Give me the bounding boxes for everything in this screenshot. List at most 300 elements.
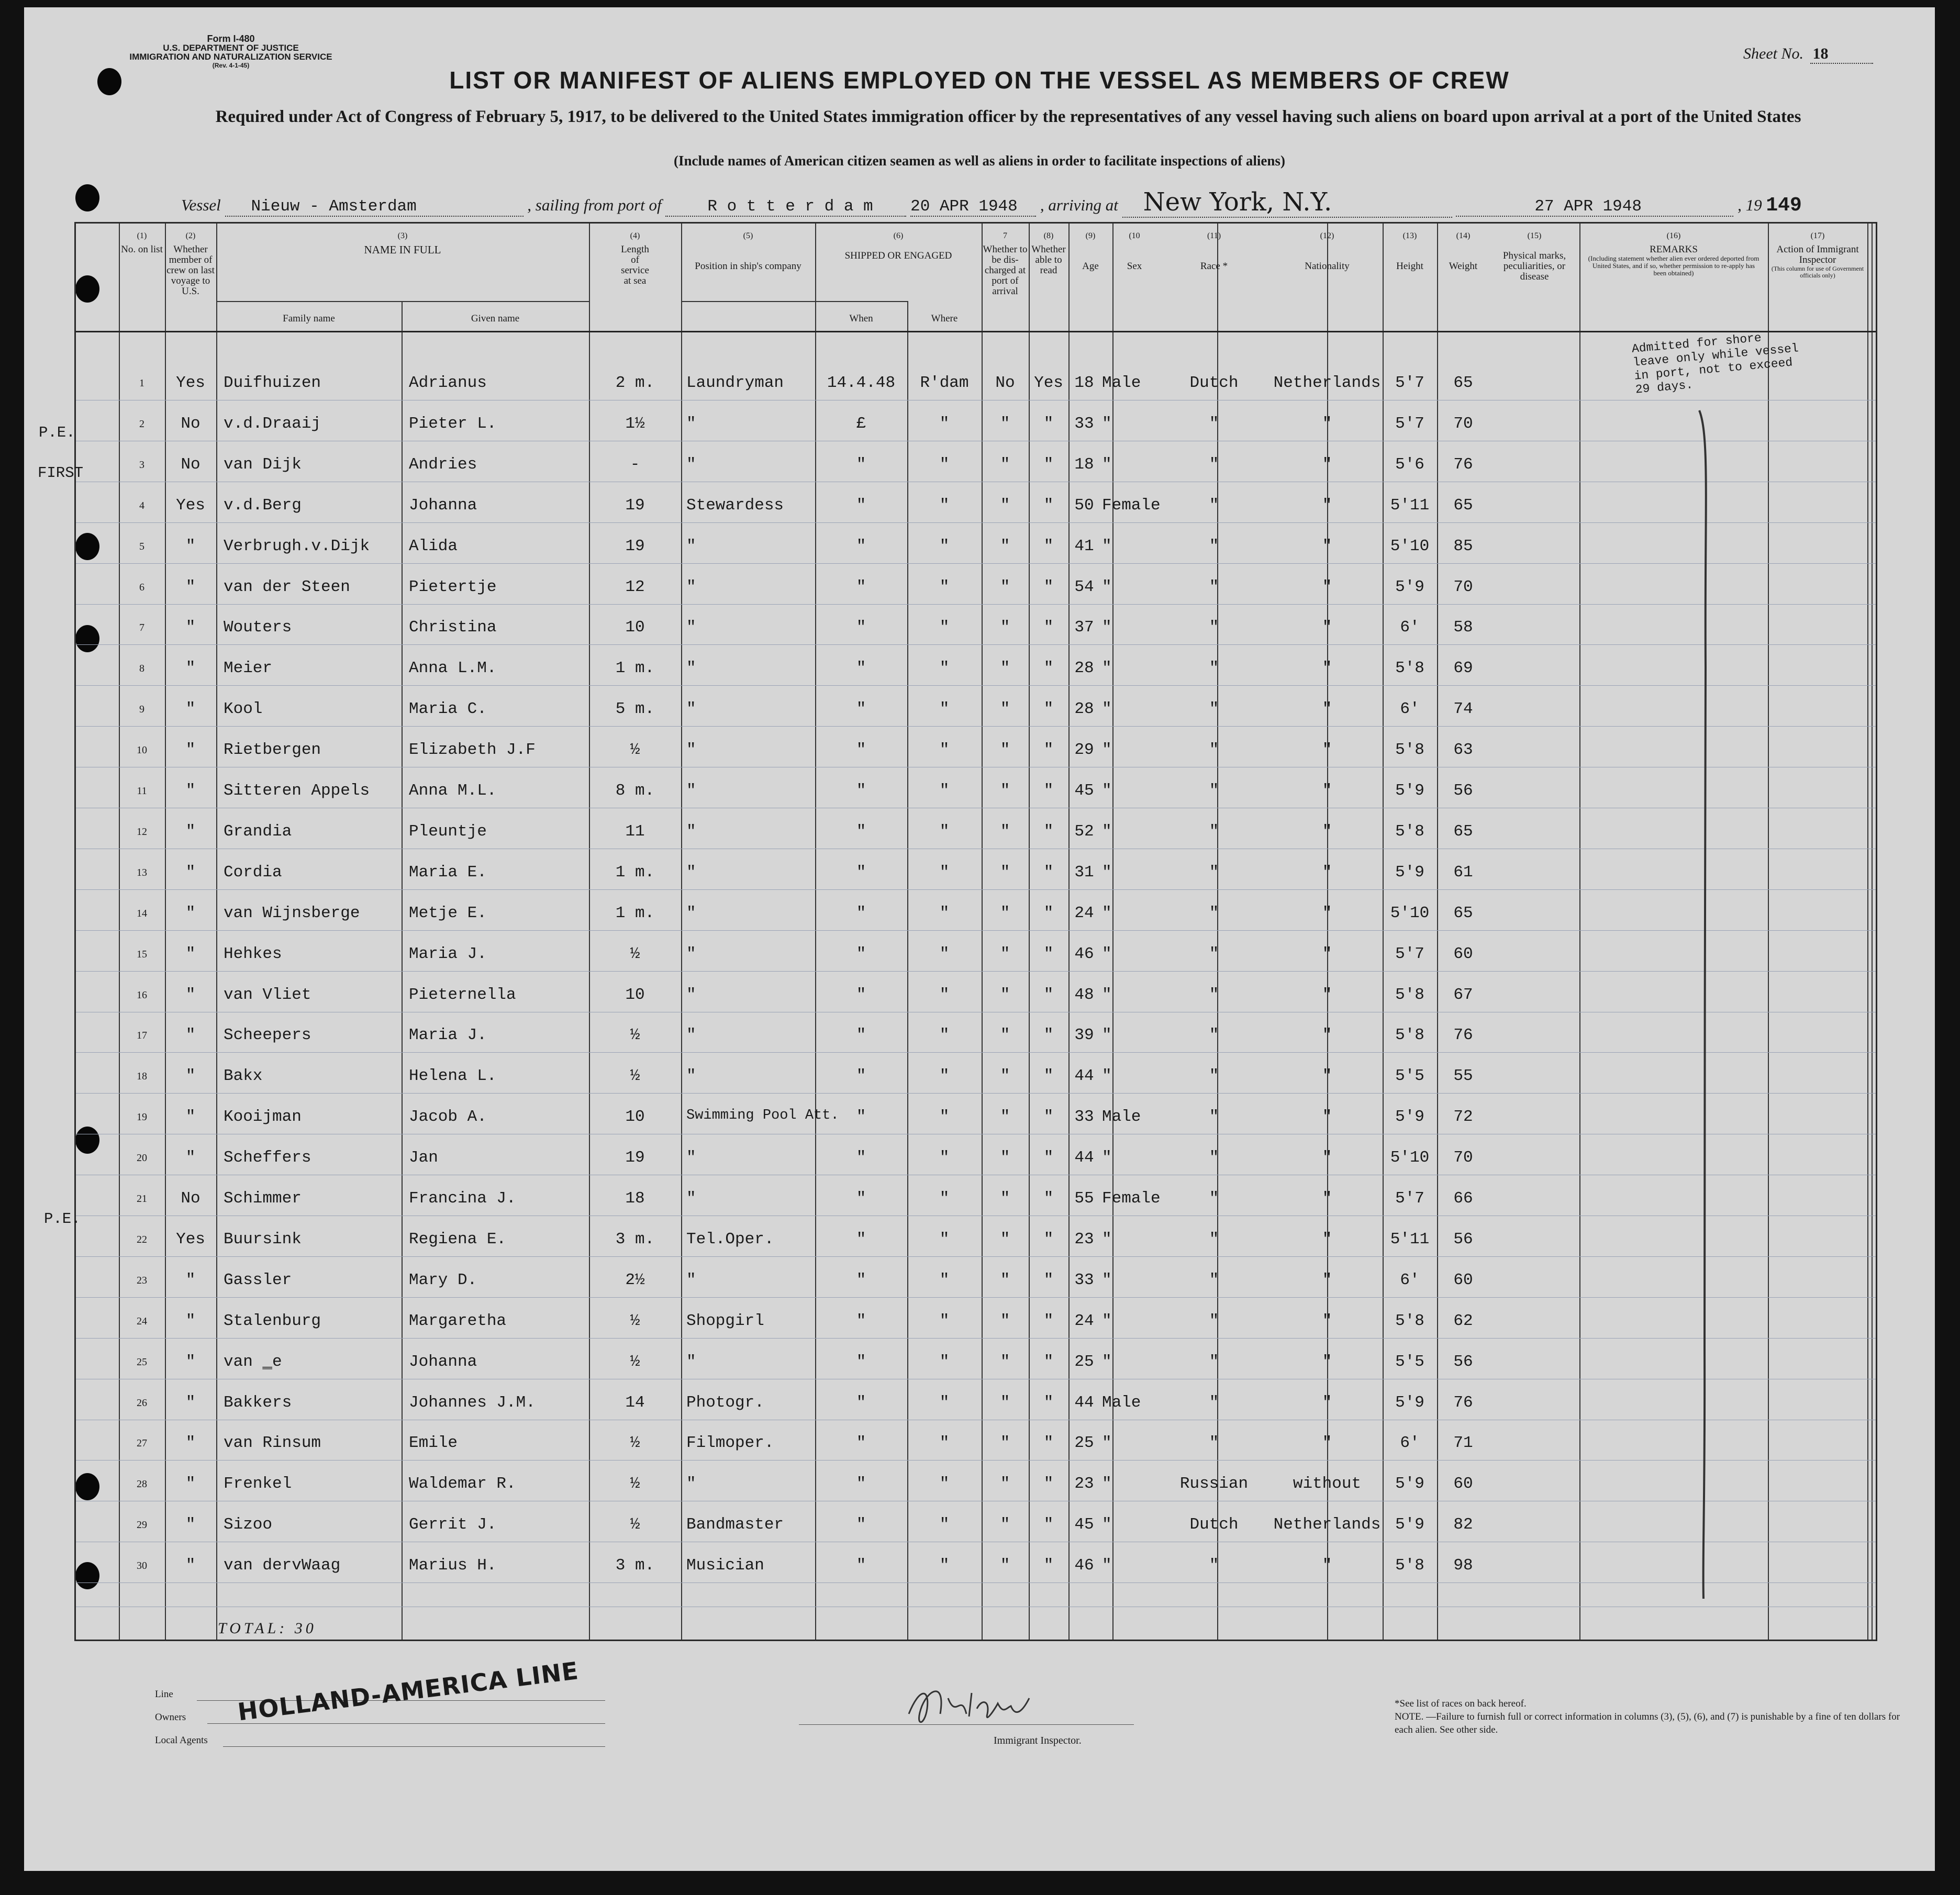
cell-no: 6 <box>139 581 144 593</box>
cell-given: Maria E. <box>409 863 487 882</box>
cell-age: 18 <box>1074 455 1094 474</box>
cell-given: Anna L.M. <box>409 659 497 678</box>
cell-sex: " <box>1102 944 1112 963</box>
cell-last: No <box>181 1189 201 1208</box>
cell-no: 17 <box>137 1030 147 1042</box>
cell-age: 46 <box>1074 1556 1094 1575</box>
cell-service: ½ <box>630 1434 640 1453</box>
cell-given: Adrianus <box>409 374 487 392</box>
cell-no: 4 <box>139 499 144 511</box>
cell-discharged: " <box>1000 577 1010 596</box>
cell-no: 30 <box>137 1560 147 1572</box>
cell-age: 44 <box>1074 1067 1094 1086</box>
cell-weight: 65 <box>1453 904 1473 922</box>
cell-family: Wouters <box>224 618 292 637</box>
cell-race: Russian <box>1179 1475 1249 1493</box>
manifest-sheet <box>24 7 1935 1871</box>
cell-given: Mary D. <box>409 1270 477 1289</box>
cell-height: 5'8 <box>1395 822 1424 841</box>
cell-race: " <box>1209 1434 1219 1453</box>
cell-read: " <box>1043 1108 1054 1127</box>
cell-nationality: Netherlands <box>1273 1515 1381 1534</box>
cell-where: " <box>939 904 950 922</box>
cell-service: ½ <box>630 1026 640 1045</box>
cell-age: 48 <box>1074 985 1094 1004</box>
cell-read: " <box>1043 985 1054 1004</box>
cell-service: 11 <box>625 822 645 841</box>
cell-when: " <box>856 1026 866 1045</box>
cell-weight: 98 <box>1453 1556 1473 1575</box>
cell-given: Johannes J.M. <box>409 1393 536 1412</box>
cell-service: ½ <box>630 1067 640 1086</box>
cell-age: 37 <box>1074 618 1094 637</box>
cell-sex: " <box>1102 1311 1112 1330</box>
cell-race: " <box>1209 904 1219 922</box>
cell-service: 3 m. <box>615 1556 655 1575</box>
cell-no: 12 <box>137 826 147 838</box>
cell-race: " <box>1209 1393 1219 1412</box>
cell-family: van ‗e <box>224 1352 282 1371</box>
cell-position: Filmoper. <box>686 1434 774 1453</box>
cell-height: 6' <box>1400 618 1420 637</box>
sheet-number-label: Sheet No. <box>1743 45 1803 62</box>
cell-age: 23 <box>1074 1475 1094 1493</box>
cell-family: Meier <box>224 659 273 678</box>
cell-when: " <box>856 904 866 922</box>
cell-weight: 66 <box>1453 1189 1473 1208</box>
cell-discharged: " <box>1000 455 1010 474</box>
form-number: Form I-480 <box>207 34 255 44</box>
cell-no: 13 <box>137 866 147 878</box>
page-title: LIST OR MANIFEST OF ALIENS EMPLOYED ON THE VESSEL AS MEMBERS OF CREW <box>449 66 1510 94</box>
cell-family: Kool <box>224 700 263 719</box>
cell-height: 5'11 <box>1390 1230 1430 1249</box>
cell-family: Frenkel <box>224 1475 292 1493</box>
cell-age: 45 <box>1074 782 1094 800</box>
cell-where: " <box>939 944 950 963</box>
col-header-service: (4) Length of service at sea <box>621 231 649 286</box>
cell-where: " <box>939 1067 950 1086</box>
cell-nationality: " <box>1322 577 1332 596</box>
cell-read: " <box>1043 1270 1054 1289</box>
cell-height: 6' <box>1400 1270 1420 1289</box>
cell-age: 44 <box>1074 1393 1094 1412</box>
cell-given: Maria J. <box>409 944 487 963</box>
cell-no: 15 <box>137 948 147 960</box>
cell-service: 18 <box>625 1189 645 1208</box>
cell-no: 14 <box>137 907 147 919</box>
cell-height: 5'6 <box>1395 455 1424 474</box>
cell-family: van Wijnsberge <box>224 904 360 922</box>
cell-discharged: " <box>1000 700 1010 719</box>
cell-age: 25 <box>1074 1352 1094 1371</box>
cell-service: 2½ <box>625 1270 645 1289</box>
cell-no: 5 <box>139 540 144 552</box>
cell-discharged: " <box>1000 782 1010 800</box>
cell-given: Pieternella <box>409 985 516 1004</box>
cell-race: " <box>1209 1149 1219 1167</box>
cell-discharged: " <box>1000 618 1010 637</box>
cell-where: " <box>939 741 950 760</box>
cell-no: 20 <box>137 1152 147 1164</box>
cell-given: Maria C. <box>409 700 487 719</box>
cell-when: " <box>856 741 866 760</box>
cell-weight: 60 <box>1453 1475 1473 1493</box>
cell-nationality: " <box>1322 455 1332 474</box>
cell-when: " <box>856 577 866 596</box>
cell-no: 23 <box>137 1274 147 1286</box>
cell-nationality: " <box>1322 985 1332 1004</box>
cell-where: " <box>939 985 950 1004</box>
cell-service: 19 <box>625 496 645 515</box>
cell-where: " <box>939 1149 950 1167</box>
col-header-race: (11) Race * <box>1200 231 1228 272</box>
col-header-given-name: Given name <box>471 313 520 324</box>
cell-discharged: " <box>1000 985 1010 1004</box>
footer-owners-label: Owners <box>155 1712 186 1723</box>
cell-race: " <box>1209 1067 1219 1086</box>
inspector-label: Immigrant Inspector. <box>994 1735 1082 1746</box>
cell-weight: 70 <box>1453 1149 1473 1167</box>
cell-given: Pieter L. <box>409 414 497 433</box>
footnote-races: *See list of races on back hereof. <box>1395 1698 1527 1709</box>
cell-where: " <box>939 659 950 678</box>
cell-when: " <box>856 1270 866 1289</box>
cell-race: " <box>1209 1311 1219 1330</box>
cell-sex: " <box>1102 1515 1112 1534</box>
total-count: TOTAL: 30 <box>218 1620 317 1637</box>
cell-last: " <box>185 1393 196 1412</box>
cell-where: " <box>939 1434 950 1453</box>
cell-where: " <box>939 700 950 719</box>
cell-nationality: " <box>1322 863 1332 882</box>
cell-race: " <box>1209 1189 1219 1208</box>
cell-sex: Female <box>1102 1189 1161 1208</box>
inspector-signature <box>898 1677 1055 1735</box>
cell-discharged: " <box>1000 496 1010 515</box>
cell-no: 9 <box>139 704 144 716</box>
cell-family: Buursink <box>224 1230 302 1249</box>
cell-height: 5'8 <box>1395 1311 1424 1330</box>
col-header-action: (17) Action of Immigrant Inspector (This column for use of Government officials only) <box>1771 231 1864 279</box>
cell-race: " <box>1209 822 1219 841</box>
col-header-remarks: (16) REMARKS (Including statement whether alien ever ordered deported from United States, and if so, whether permission to re-apply has been obtained) <box>1588 231 1759 277</box>
service-name: IMMIGRATION AND NATURALIZATION SERVICE <box>129 52 332 62</box>
cell-service: ½ <box>630 1475 640 1493</box>
cell-where: " <box>939 1311 950 1330</box>
cell-when: " <box>856 659 866 678</box>
cell-read: " <box>1043 618 1054 637</box>
cell-discharged: " <box>1000 1026 1010 1045</box>
cell-discharged: " <box>1000 1189 1010 1208</box>
cell-when: " <box>856 782 866 800</box>
cell-race: " <box>1209 455 1219 474</box>
col-header-physical-marks: (15) Physical marks, peculiarities, or disease <box>1502 231 1566 282</box>
cell-age: 31 <box>1074 863 1094 882</box>
cell-read: " <box>1043 700 1054 719</box>
cell-race: " <box>1209 741 1219 760</box>
col-header-when: When <box>849 313 873 324</box>
cell-sex: " <box>1102 904 1112 922</box>
cell-nationality: " <box>1322 659 1332 678</box>
cell-race: " <box>1209 1270 1219 1289</box>
cell-weight: 82 <box>1453 1515 1473 1534</box>
cell-last: " <box>185 700 196 719</box>
agent-stamp: HOLLAND-AMERICA LINE <box>236 1656 581 1726</box>
cell-age: 29 <box>1074 741 1094 760</box>
col-header-discharged: 7 Whether to be dis-charged at port of arrival <box>983 231 1028 297</box>
cell-where: " <box>939 1352 950 1371</box>
cell-position: Laundryman <box>686 374 784 392</box>
cell-where: " <box>939 1108 950 1127</box>
cell-age: 25 <box>1074 1434 1094 1453</box>
cell-sex: " <box>1102 1475 1112 1493</box>
cell-position: " <box>686 1149 696 1167</box>
cell-sex: " <box>1102 618 1112 637</box>
cell-read: " <box>1043 1311 1054 1330</box>
cell-read: " <box>1043 496 1054 515</box>
cell-weight: 85 <box>1453 537 1473 555</box>
cell-read: " <box>1043 1189 1054 1208</box>
cell-family: Bakx <box>224 1067 263 1086</box>
cell-when: " <box>856 1108 866 1127</box>
cell-sex: Male <box>1102 374 1141 392</box>
cell-sex: Male <box>1102 1393 1141 1412</box>
cell-height: 5'5 <box>1395 1352 1424 1371</box>
cell-read: " <box>1043 822 1054 841</box>
col-header-sex: (10 Sex <box>1127 231 1142 272</box>
cell-age: 24 <box>1074 904 1094 922</box>
cell-when: " <box>856 822 866 841</box>
cell-race: Dutch <box>1189 1515 1239 1534</box>
cell-position: " <box>686 700 696 719</box>
cell-given: Jan <box>409 1149 438 1167</box>
cell-no: 2 <box>139 418 144 430</box>
cell-discharged: " <box>1000 1515 1010 1534</box>
cell-age: 28 <box>1074 659 1094 678</box>
cell-height: 5'7 <box>1395 1189 1424 1208</box>
cell-sex: " <box>1102 741 1112 760</box>
cell-weight: 65 <box>1453 496 1473 515</box>
vessel-label: Vessel <box>181 196 221 214</box>
cell-read: " <box>1043 1475 1054 1493</box>
cell-last: " <box>185 577 196 596</box>
cell-nationality: " <box>1322 414 1332 433</box>
cell-age: 33 <box>1074 1270 1094 1289</box>
col-header-shipped: (6) SHIPPED OR ENGAGED <box>844 231 952 261</box>
arrival-port: New York, N.Y. <box>1122 187 1452 218</box>
cell-no: 7 <box>139 622 144 634</box>
departure-port: R o t t e r d a m <box>665 197 906 217</box>
cell-read: " <box>1043 1515 1054 1534</box>
cell-age: 54 <box>1074 577 1094 596</box>
cell-service: ½ <box>630 1515 640 1534</box>
cell-service: 10 <box>625 618 645 637</box>
margin-note-first: FIRST <box>38 464 84 482</box>
cell-last: " <box>185 537 196 555</box>
cell-discharged: " <box>1000 904 1010 922</box>
cell-service: 1 m. <box>615 659 655 678</box>
cell-nationality: without <box>1293 1475 1362 1493</box>
cell-last: " <box>185 1270 196 1289</box>
cell-where: " <box>939 414 950 433</box>
cell-sex: " <box>1102 863 1112 882</box>
cell-sex: " <box>1102 659 1112 678</box>
cell-where: " <box>939 1475 950 1493</box>
cell-given: Regiena E. <box>409 1230 507 1249</box>
cell-height: 5'9 <box>1395 863 1424 882</box>
cell-read: " <box>1043 1067 1054 1086</box>
cell-given: Gerrit J. <box>409 1515 497 1534</box>
col-header-nationality: (12) Nationality <box>1305 231 1350 272</box>
cell-discharged: No <box>995 374 1015 392</box>
cell-service: - <box>630 455 640 474</box>
cell-sex: " <box>1102 1434 1112 1453</box>
cell-family: Stalenburg <box>224 1311 321 1330</box>
cell-last: " <box>185 1515 196 1534</box>
cell-family: van der Steen <box>224 577 350 596</box>
cell-where: " <box>939 1515 950 1534</box>
cell-discharged: " <box>1000 944 1010 963</box>
cell-sex: " <box>1102 1067 1112 1086</box>
cell-discharged: " <box>1000 1393 1010 1412</box>
cell-sex: " <box>1102 700 1112 719</box>
cell-when: " <box>856 985 866 1004</box>
cell-where: " <box>939 1189 950 1208</box>
cell-position: " <box>686 822 696 841</box>
cell-height: 5'9 <box>1395 1475 1424 1493</box>
cell-weight: 71 <box>1453 1434 1473 1453</box>
cell-age: 44 <box>1074 1149 1094 1167</box>
cell-last: " <box>185 1352 196 1371</box>
cell-when: " <box>856 618 866 637</box>
cell-age: 33 <box>1074 1108 1094 1127</box>
cell-where: " <box>939 1026 950 1045</box>
cell-sex: Male <box>1102 1108 1141 1127</box>
cell-when: " <box>856 1515 866 1534</box>
footnote-note: NOTE. —Failure to furnish full or correct information in columns (3), (5), (6), and (7) is punishable by a fine of ten dollars for each alien. See other side. <box>1395 1711 1900 1735</box>
cell-family: Kooijman <box>224 1108 302 1127</box>
cell-when: " <box>856 1149 866 1167</box>
cell-weight: 70 <box>1453 577 1473 596</box>
cell-position: Bandmaster <box>686 1515 784 1534</box>
cell-nationality: " <box>1322 1026 1332 1045</box>
cell-race: " <box>1209 782 1219 800</box>
cell-sex: " <box>1102 822 1112 841</box>
cell-age: 33 <box>1074 414 1094 433</box>
cell-last: " <box>185 863 196 882</box>
cell-weight: 70 <box>1453 414 1473 433</box>
departure-date: 20 APR 1948 <box>910 197 1036 217</box>
cell-family: Scheepers <box>224 1026 311 1045</box>
cell-position: Tel.Oper. <box>686 1230 774 1249</box>
cell-position: " <box>686 863 696 882</box>
cell-position: " <box>686 1026 696 1045</box>
cell-nationality: " <box>1322 1230 1332 1249</box>
cell-nationality: " <box>1322 1108 1332 1127</box>
cell-race: " <box>1209 1556 1219 1575</box>
cell-nationality: " <box>1322 537 1332 555</box>
cell-nationality: " <box>1322 1556 1332 1575</box>
cell-family: van Dijk <box>224 455 302 474</box>
cell-family: van Rinsum <box>224 1434 321 1453</box>
footnote <box>1395 1697 1908 1736</box>
cell-where: " <box>939 455 950 474</box>
cell-weight: 74 <box>1453 700 1473 719</box>
cell-weight: 72 <box>1453 1108 1473 1127</box>
cell-position: Stewardess <box>686 496 784 515</box>
cell-sex: " <box>1102 1149 1112 1167</box>
col-header-where: Where <box>931 313 958 324</box>
cell-nationality: " <box>1322 1352 1332 1371</box>
cell-position: " <box>686 782 696 800</box>
cell-where: " <box>939 618 950 637</box>
cell-position: " <box>686 1189 696 1208</box>
cell-when: " <box>856 537 866 555</box>
cell-family: van dervWaag <box>224 1556 341 1575</box>
cell-last: No <box>181 455 201 474</box>
cell-where: " <box>939 1393 950 1412</box>
cell-sex: " <box>1102 455 1112 474</box>
punch-hole <box>75 184 99 211</box>
cell-position: " <box>686 944 696 963</box>
cell-where: " <box>939 1270 950 1289</box>
cell-when: " <box>856 1230 866 1249</box>
cell-read: " <box>1043 1434 1054 1453</box>
cell-no: 25 <box>137 1356 147 1368</box>
cell-when: " <box>856 1067 866 1086</box>
cell-given: Margaretha <box>409 1311 507 1330</box>
cell-where: " <box>939 1556 950 1575</box>
cell-given: Anna M.L. <box>409 782 497 800</box>
cell-height: 6' <box>1400 1434 1420 1453</box>
cell-given: Pleuntje <box>409 822 487 841</box>
cell-discharged: " <box>1000 1556 1010 1575</box>
col-header-family-name: Family name <box>283 313 335 324</box>
cell-height: 5'9 <box>1395 782 1424 800</box>
cell-weight: 63 <box>1453 741 1473 760</box>
cell-family: Hehkes <box>224 944 282 963</box>
cell-nationality: " <box>1322 496 1332 515</box>
cell-nationality: " <box>1322 822 1332 841</box>
cell-race: " <box>1209 1352 1219 1371</box>
cell-discharged: " <box>1000 659 1010 678</box>
cell-sex: " <box>1102 1352 1112 1371</box>
cell-nationality: " <box>1322 618 1332 637</box>
cell-position: " <box>686 741 696 760</box>
cell-nationality: " <box>1322 1311 1332 1330</box>
crew-table <box>74 222 1877 1641</box>
cell-family: van Vliet <box>224 985 311 1004</box>
cell-discharged: " <box>1000 537 1010 555</box>
cell-discharged: " <box>1000 741 1010 760</box>
cell-race: " <box>1209 414 1219 433</box>
cell-read: " <box>1043 944 1054 963</box>
cell-race: " <box>1209 1108 1219 1127</box>
cell-read: " <box>1043 904 1054 922</box>
cell-nationality: " <box>1322 1270 1332 1289</box>
cell-given: Jacob A. <box>409 1108 487 1127</box>
cell-read: " <box>1043 863 1054 882</box>
remarks-ditto-line <box>1689 405 1720 1604</box>
cell-service: 5 m. <box>615 700 655 719</box>
cell-age: 23 <box>1074 1230 1094 1249</box>
cell-when: " <box>856 496 866 515</box>
cell-last: " <box>185 904 196 922</box>
cell-service: 10 <box>625 985 645 1004</box>
cell-no: 8 <box>139 663 144 675</box>
cell-weight: 61 <box>1453 863 1473 882</box>
